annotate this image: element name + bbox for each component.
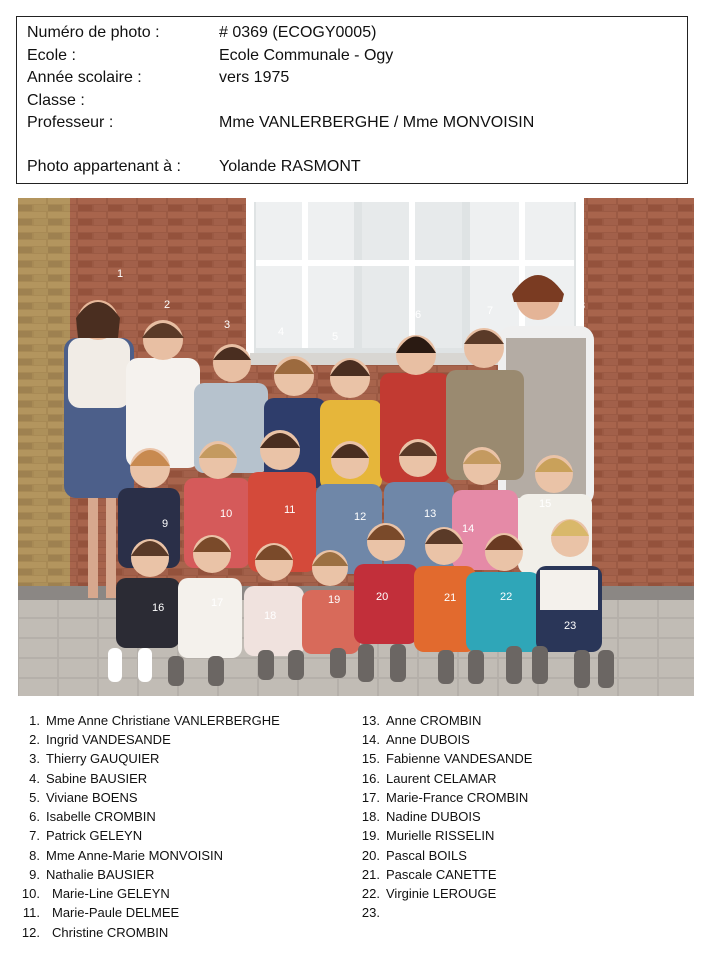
marker-6: 6 xyxy=(415,309,422,321)
marker-13: 13 xyxy=(424,508,437,520)
marker-5: 5 xyxy=(332,331,339,343)
marker-10: 10 xyxy=(220,508,233,520)
names-list: 1. Mme Anne Christiane VANLERBERGHE 2. Ingrid VANDESANDE 3. Thierry GAUQUIER 4. Sabine BAUSIER 5. Viviane BOENS 6. Isabelle CROMBIN 7. Patrick GELEYN 8. Mme Anne-Marie MONVOISIN 9. Nathalie BAUSIER 10. Marie-Line GELEYN 11. Marie-Paule DELMEE 12. Christine CROMBIN 13. Anne CROMBIN 14. Anne DUBOIS 15. Fabienne VANDESANDE 16. Laurent CELAMAR 17. Marie-France CROMBIN 18. Nadine DUBOIS 19. Murielle RISSELIN 20. Pascal BOILS 21. Pascale CANETTE 22. Virginie LEROUGE 23. xyxy=(21,713,533,940)
school-value: Ecole Communale - Ogy xyxy=(219,47,394,64)
marker-18: 18 xyxy=(264,610,277,622)
photo-info-box xyxy=(16,16,688,184)
side-wall xyxy=(18,198,70,598)
marker-22: 22 xyxy=(500,591,513,603)
marker-12: 12 xyxy=(354,511,367,523)
marker-16: 16 xyxy=(152,602,165,614)
year-label: Année scolaire : xyxy=(27,69,142,86)
marker-15: 15 xyxy=(539,498,552,510)
owner-value: Yolande RASMONT xyxy=(219,158,361,175)
marker-11: 11 xyxy=(284,504,296,516)
owner-label: Photo appartenant à : xyxy=(27,158,181,175)
marker-17: 17 xyxy=(211,597,224,609)
class-label: Classe : xyxy=(27,92,85,109)
teacher-value: Mme VANLERBERGHE / Mme MONVOISIN xyxy=(219,114,535,131)
marker-19: 19 xyxy=(328,594,341,606)
marker-14: 14 xyxy=(462,523,475,535)
photo-number-label: Numéro de photo : xyxy=(27,24,160,41)
marker-3: 3 xyxy=(224,319,231,331)
photo-number-value: # 0369 (ECOGY0005) xyxy=(219,24,377,41)
school-label: Ecole : xyxy=(27,47,76,64)
marker-23: 23 xyxy=(564,620,577,632)
marker-8: 8 xyxy=(579,300,586,312)
marker-21: 21 xyxy=(444,592,457,604)
marker-20: 20 xyxy=(376,591,389,603)
marker-9: 9 xyxy=(162,518,169,530)
marker-7: 7 xyxy=(487,305,494,317)
year-value: vers 1975 xyxy=(219,69,290,86)
marker-2: 2 xyxy=(164,299,171,311)
marker-1: 1 xyxy=(117,268,124,280)
class-photo xyxy=(18,198,694,696)
marker-4: 4 xyxy=(278,326,285,338)
teacher-label: Professeur : xyxy=(27,114,114,131)
